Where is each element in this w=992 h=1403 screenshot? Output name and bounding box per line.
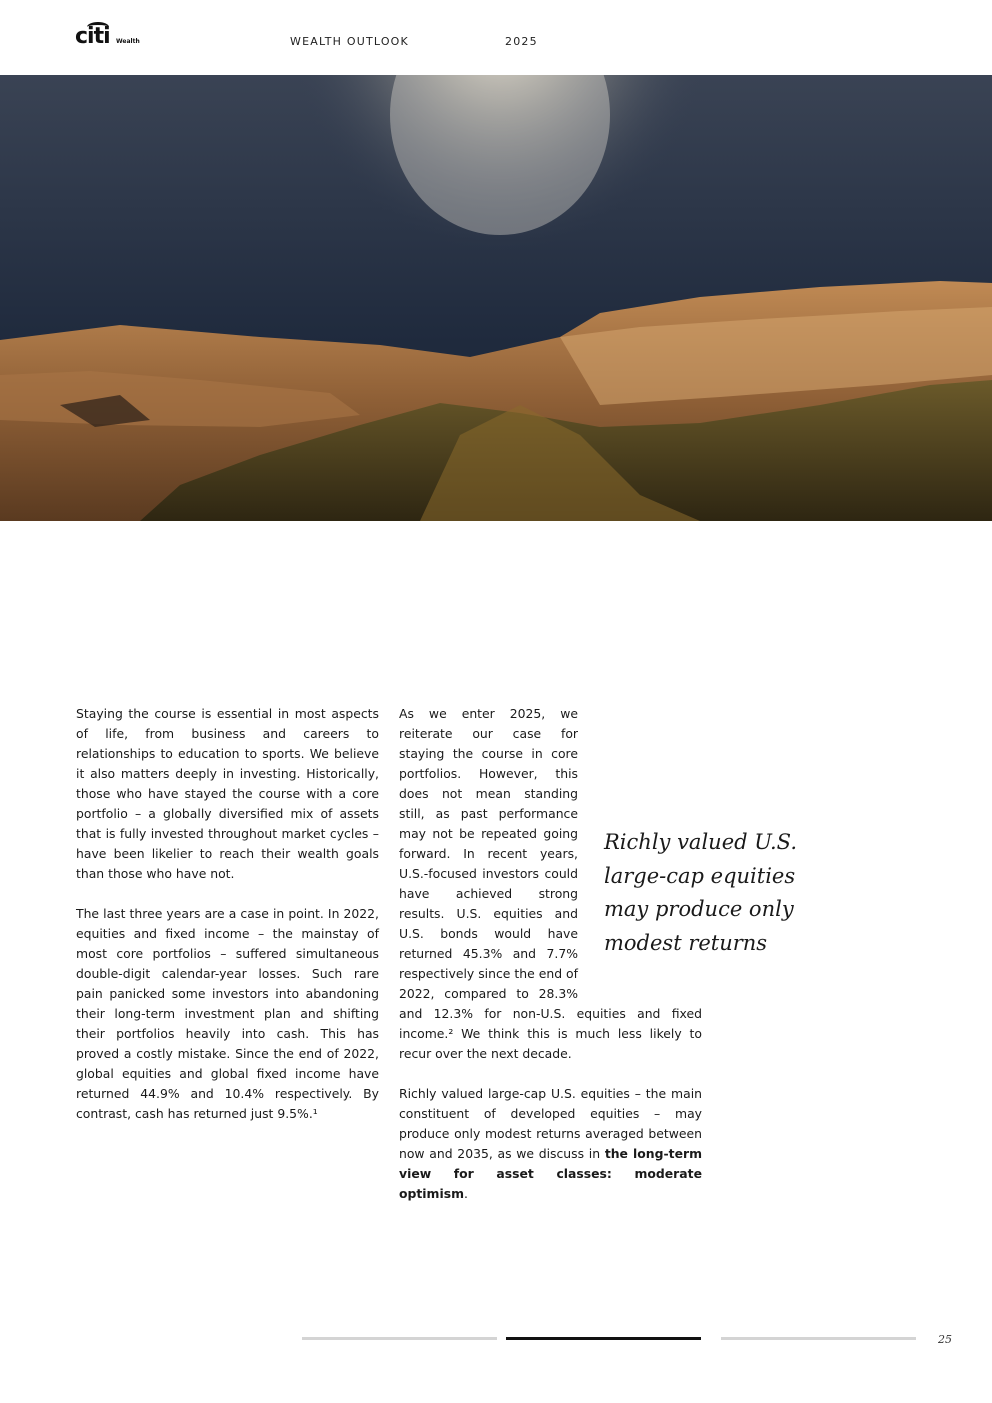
- body-column-right: [399, 704, 702, 1224]
- body-paragraph: The last three years are a case in point. In 2022, equities and fixed income – the mainstay of most core portfolios – suffered simultaneous double-digit calendar-year losses. Such rare pain panicked some investors into abandoning their long-term investment plan and shifting their portfolios heavily into cash. This has proved a costly mistake. Since the end of 2022, global equities and global fixed income have returned 44.9% and 10.4% respectively. By contrast, cash has returned just 9.5%.¹: [76, 906, 379, 1121]
- logo-subtext: Wealth: [116, 38, 140, 45]
- publication-title: WEALTH OUTLOOK: [290, 35, 409, 48]
- page-number: 25: [938, 1333, 952, 1346]
- hero-image: [0, 75, 992, 521]
- body-paragraph: Staying the course is essential in most aspects of life, from business and careers to relationships to education to sports. We believe it also matters deeply in investing. Historically, those who have stayed the course with a core portfolio – a globally diversified mix of assets that is fully invested throughout market cycles – have been likelier to reach their wealth goals than those who have not.: [76, 706, 379, 881]
- publication-year: 2025: [505, 35, 538, 48]
- section-progress-1: [302, 1337, 497, 1340]
- body-paragraph: As we enter 2025, we reiterate our case for staying the course in core portfolios. However, this does not mean standing still, as past performance may not be repeated going forward. In recent years, U.S.-focused investors could have achieved strong results. U.S. equities and U.S. bonds would have returned 45.3% and 7.7% respectively since the end of 2022, compared to 28.3% and 12.3% for non-U.S. equities and fixed income.² We think this is much less likely to recur over the next decade.: [399, 706, 702, 1061]
- paragraph-text: Richly valued large-cap U.S. equities – the main constituent of developed equities – may produce only modest returns averaged between now and 2035, as we discuss in: [399, 1086, 702, 1161]
- section-progress-2-active: [506, 1337, 701, 1340]
- page-header: [0, 0, 992, 75]
- body-paragraph: [399, 1084, 702, 1204]
- section-progress-3: [721, 1337, 916, 1340]
- citi-wealth-logo[interactable]: [75, 22, 145, 52]
- coastline-illustration: [0, 75, 992, 521]
- pull-quote: Richly valued U.S. large-cap equities may produce only modest returns: [604, 830, 797, 955]
- logo-text: citi: [75, 24, 110, 49]
- cross-reference-link[interactable]: the long-term view for asset classes: moderate optimism: [399, 1146, 702, 1201]
- paragraph-text: .: [464, 1186, 468, 1201]
- body-column-left: [76, 704, 379, 1144]
